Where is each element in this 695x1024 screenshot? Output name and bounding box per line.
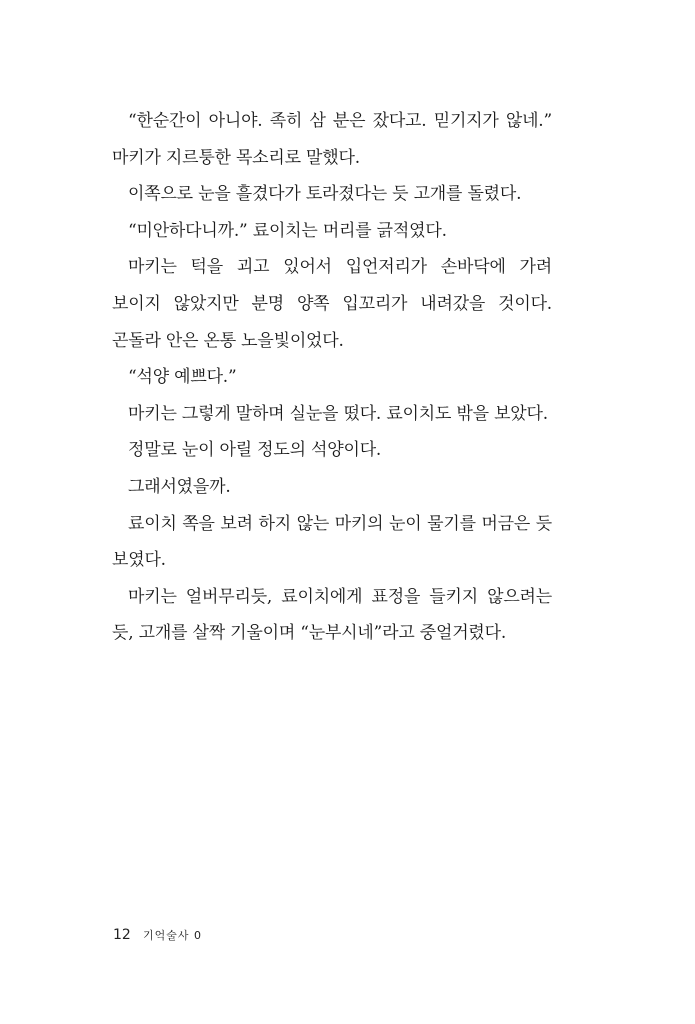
page-footer [113, 927, 202, 943]
paragraph-9: 료이치 쪽을 보려 하지 않는 마키의 눈이 물기를 머금은 듯 보였다. [112, 513, 552, 571]
paragraph-3: “미안하다니까.” 료이치는 머리를 긁적였다. [128, 220, 447, 241]
paragraph-2: 이쪽으로 눈을 흘겼다가 토라졌다는 듯 고개를 돌렸다. [128, 184, 522, 205]
paragraph-8: 그래서였을까. [128, 476, 231, 497]
paragraph-1: “한순간이 아니야. 족히 삼 분은 잤다고. 믿기지가 않네.” 마키가 지르퉁한 목소리로 말했다. [112, 111, 552, 168]
paragraph-4: 마키는 턱을 괴고 있어서 입언저리가 손바닥에 가려 보이지 않았지만 분명 양쪽 입꼬리가 내려갔을 것이다. 곤돌라 안은 온통 노을빛이었다. [112, 257, 552, 351]
paragraph-5: “석양 예쁘다.” [128, 367, 237, 388]
paragraph-10: 마키는 얼버무리듯, 료이치에게 표정을 들키지 않으려는 듯, 고개를 살짝 기울이며 “눈부시네”라고 중얼거렸다. [112, 586, 552, 644]
paragraph-7: 정말로 눈이 아릴 정도의 석양이다. [128, 440, 382, 461]
paragraph-6: 마키는 그렇게 말하며 실눈을 떴다. 료이치도 밖을 보았다. [128, 403, 548, 424]
body-text [112, 103, 552, 652]
page-number: 12 [113, 927, 131, 943]
running-title: 기억술사 0 [142, 929, 202, 942]
